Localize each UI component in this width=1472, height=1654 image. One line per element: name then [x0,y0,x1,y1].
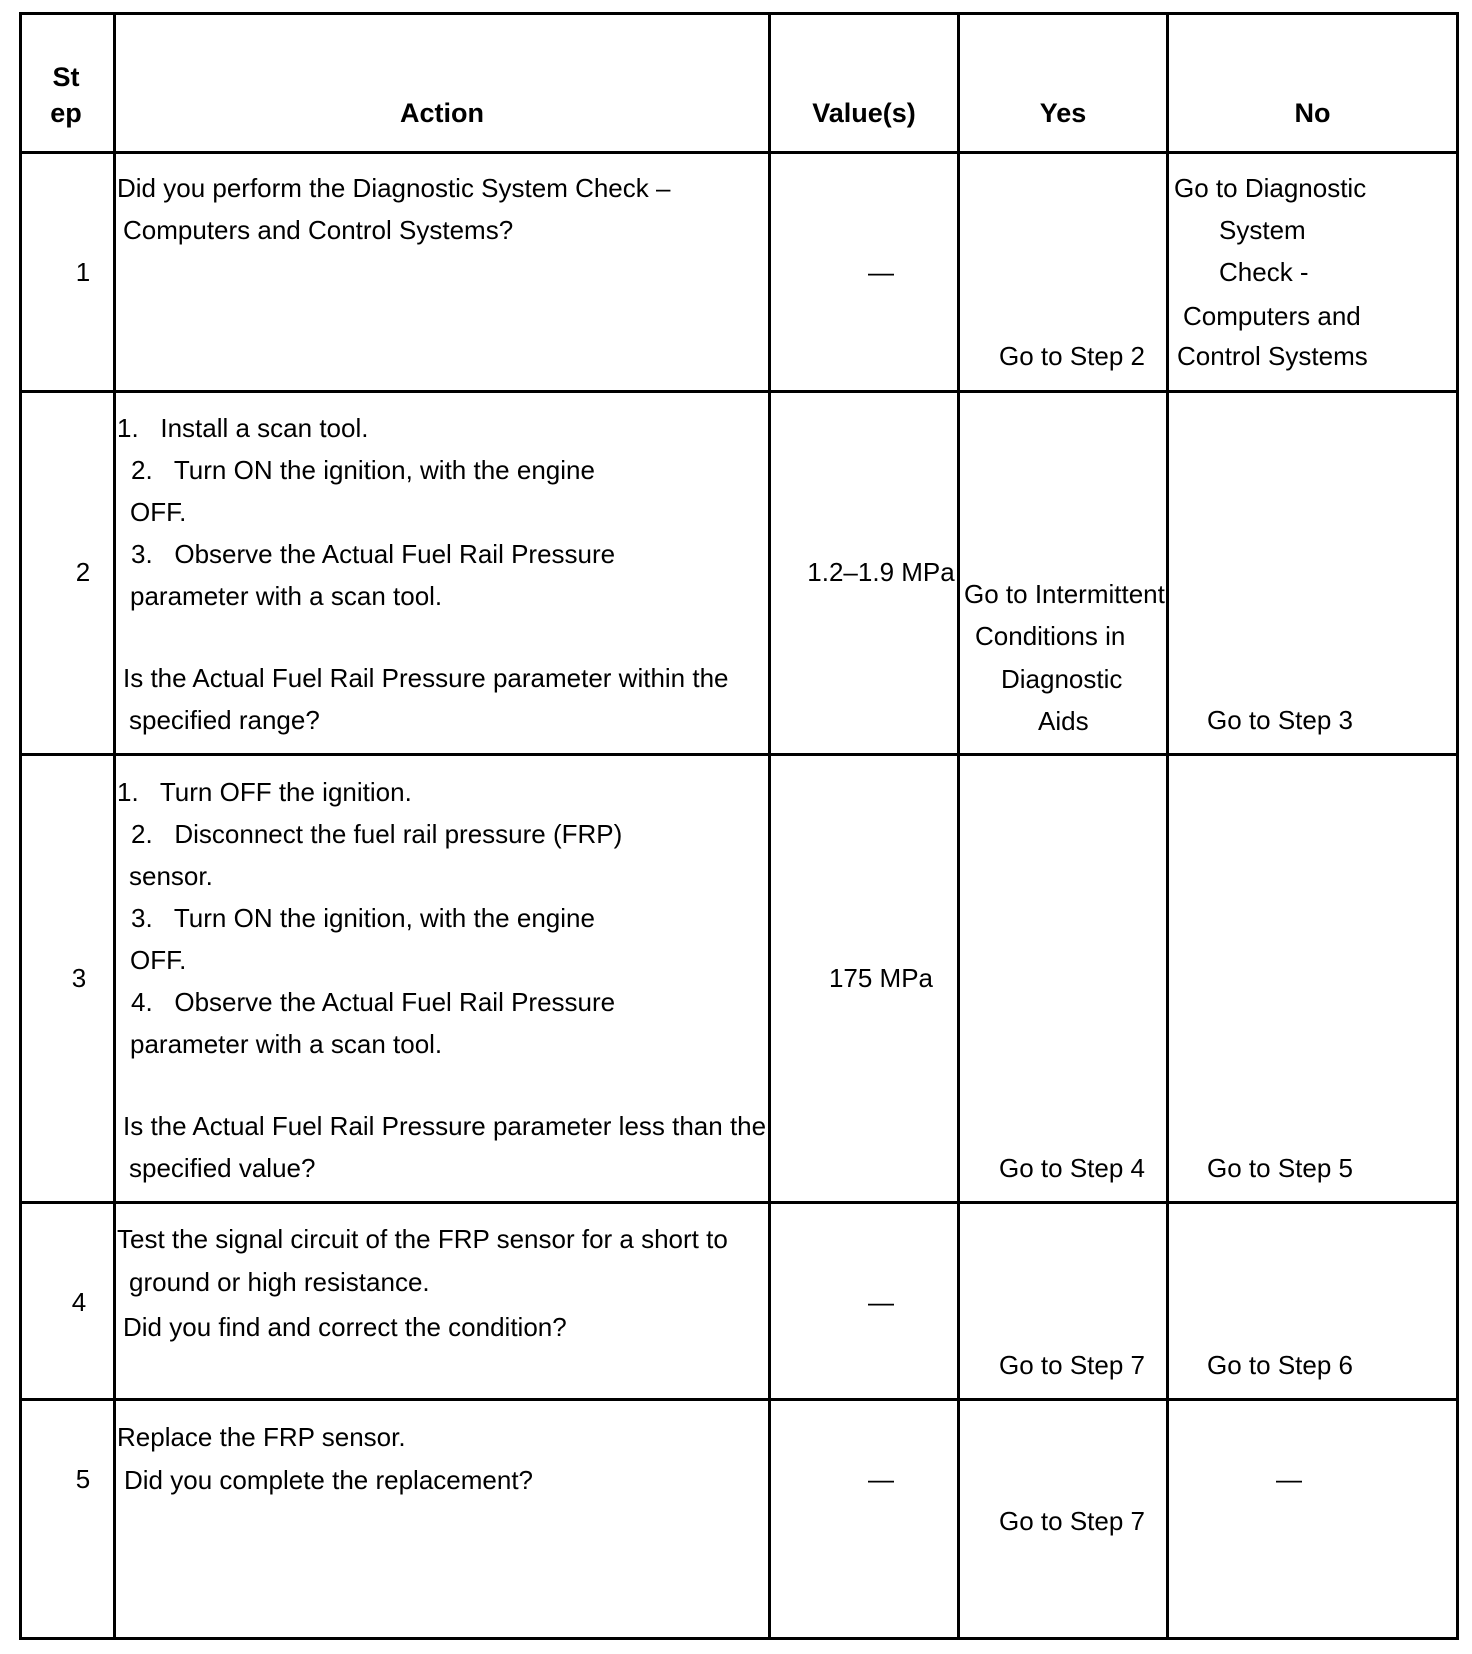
action-text: sensor. [129,861,213,891]
header-action: Action [400,98,484,128]
action-text: Is the Actual Fuel Rail Pressure parameter within the [123,663,729,693]
table-border-right [1456,12,1459,1640]
yes-link[interactable]: Go to Step 7 [999,1506,1145,1536]
no-link[interactable]: Go to Step 6 [1207,1350,1353,1380]
row-divider [19,390,1459,393]
header-step-line1: St [52,62,80,92]
action-text: 3. Turn ON the ignition, with the engine [131,903,595,933]
value-text: 175 MPa [828,963,934,993]
step-number: 2 [75,557,91,587]
action-text: 3. Observe the Actual Fuel Rail Pressure [131,539,616,569]
no-link[interactable]: Go to Step 3 [1207,705,1353,735]
action-text: ground or high resistance. [129,1267,430,1297]
action-text: Is the Actual Fuel Rail Pressure parameter less than the [123,1111,767,1141]
action-text: Replace the FRP sensor. [117,1422,406,1452]
yes-link[interactable]: Go to Step 7 [999,1350,1145,1380]
value-text: — [868,257,894,287]
diagnostic-table [19,12,1459,1640]
table-border-bottom [19,1637,1459,1640]
action-text: parameter with a scan tool. [130,1029,443,1059]
no-link[interactable]: Go to Step 5 [1207,1153,1353,1183]
value-text: — [868,1287,894,1317]
action-text: Did you find and correct the condition? [123,1312,567,1342]
no-link[interactable]: Go to Diagnostic [1174,173,1367,203]
table-border-top [19,12,1459,15]
step-number: 4 [71,1287,87,1317]
action-text: Computers and Control Systems? [123,215,514,245]
no-link[interactable]: Control Systems [1177,341,1368,371]
action-text: 1. Turn OFF the ignition. [117,777,412,807]
step-number: 5 [75,1464,91,1494]
action-text: 4. Observe the Actual Fuel Rail Pressure [131,987,616,1017]
yes-link[interactable]: Aids [1038,706,1089,736]
yes-link[interactable]: Go to Step 4 [999,1153,1145,1183]
yes-link[interactable]: Conditions in [975,621,1126,651]
value-text: — [868,1464,894,1494]
action-text: parameter with a scan tool. [130,581,443,611]
action-text: specified value? [129,1153,316,1183]
yes-link[interactable]: Diagnostic [1001,664,1123,694]
action-text: 2. Disconnect the fuel rail pressure (FRP) [131,819,623,849]
action-text: 1. Install a scan tool. [117,413,369,443]
no-value: — [1276,1464,1302,1494]
action-text: OFF. [130,945,187,975]
header-step-line2: ep [50,98,82,128]
row-divider [19,1201,1459,1204]
action-text: Did you complete the replacement? [124,1465,534,1495]
step-number: 1 [75,257,91,287]
action-text: specified range? [129,705,320,735]
step-number: 3 [71,963,87,993]
column-divider [1166,12,1169,1640]
header-no: No [1294,98,1331,128]
no-link[interactable]: System [1219,215,1306,245]
no-link[interactable]: Computers and [1183,301,1361,331]
action-text: OFF. [130,497,187,527]
no-link[interactable]: Check - [1219,257,1309,287]
value-text: 1.2–1.9 MPa [807,557,955,587]
row-divider [19,1398,1459,1401]
yes-link[interactable]: Go to Step 2 [999,341,1145,371]
header-yes: Yes [1039,98,1087,128]
yes-link[interactable]: Go to Intermittent [964,579,1165,609]
header-values: Value(s) [812,98,916,128]
row-divider [19,753,1459,756]
header-divider [19,151,1459,154]
action-text: Did you perform the Diagnostic System Check – [117,173,671,203]
action-text: Test the signal circuit of the FRP sensor for a short to [117,1224,728,1254]
action-text: 2. Turn ON the ignition, with the engine [131,455,595,485]
